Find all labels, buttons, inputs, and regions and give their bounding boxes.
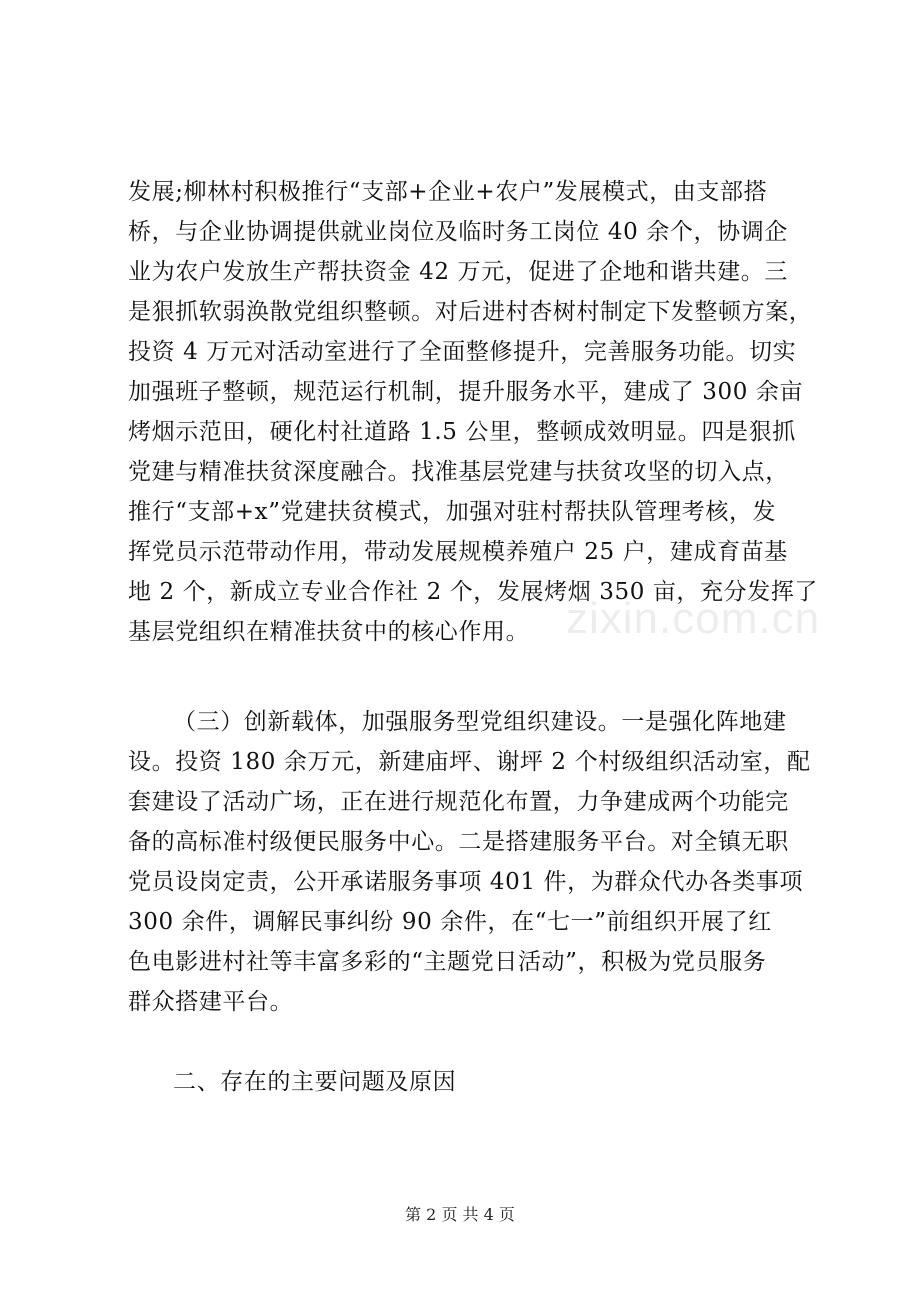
paragraph-line: 烤烟示范田，硬化村社道路 1.5 公里，整顿成效明显。四是狠抓 [128,419,796,445]
watermark: zixin.com.cn [566,594,821,643]
paragraph-line: 地 2 个，新成立专业合作社 2 个，发展烤烟 350 亩，充分发挥了 [128,579,819,605]
paragraph-line: 党建与精准扶贫深度融合。找准基层党建与扶贫攻坚的切入点， [128,459,789,485]
paragraph-line: 设。投资 180 余万元，新建庙坪、谢坪 2 个村级组织活动室，配 [128,749,811,775]
paragraph-line: 加强班子整顿，规范运行机制，提升服务水平，建成了 300 余亩 [128,379,804,405]
paragraph-line: 投资 4 万元对活动室进行了全面整修提升，完善服务功能。切实 [128,339,797,365]
page-footer: 第 2 页 共 4 页 [405,1205,515,1224]
paragraph-line: 色电影进村社等丰富多彩的“主题党日活动”，积极为党员服务 [128,949,767,975]
paragraph-line: 推行“支部+x”党建扶贫模式，加强对驻村帮扶队管理考核，发 [128,499,777,525]
paragraph-line: 桥，与企业协调提供就业岗位及临时务工岗位 40 余个，协调企 [128,219,788,245]
paragraph-line: 备的高标准村级便民服务中心。二是搭建服务平台。对全镇无职 [128,829,789,855]
paragraph-line: 业为农户发放生产帮扶资金 42 万元，促进了企地和谐共建。三 [128,259,788,285]
paragraph-line: 套建设了活动广场，正在进行规范化布置，力争建成两个功能完 [128,789,789,815]
paragraph-line: 发展;柳林村积极推行“支部+企业+农户”发展模式，由支部搭 [128,179,768,205]
paragraph-line: （三）创新载体，加强服务型党组织建设。一是强化阵地建 [173,709,787,735]
paragraph-line: 群众搭建平台。 [128,989,294,1015]
section-heading: 二、存在的主要问题及原因 [173,1069,457,1095]
paragraph-line: 基层党组织在精准扶贫中的核心作用。 [128,619,530,645]
paragraph-line: 挥党员示范带动作用，带动发展规模养殖户 25 户，建成育苗基 [128,539,788,565]
paragraph-line: 党员设岗定责，公开承诺服务事项 401 件，为群众代办各类事项 [128,869,804,895]
paragraph-line: 是狠抓软弱涣散党组织整顿。对后进村杏树村制定下发整顿方案， [128,299,813,325]
paragraph-line: 300 余件，调解民事纠纷 90 余件，在“七一”前组织开展了红 [128,909,772,935]
